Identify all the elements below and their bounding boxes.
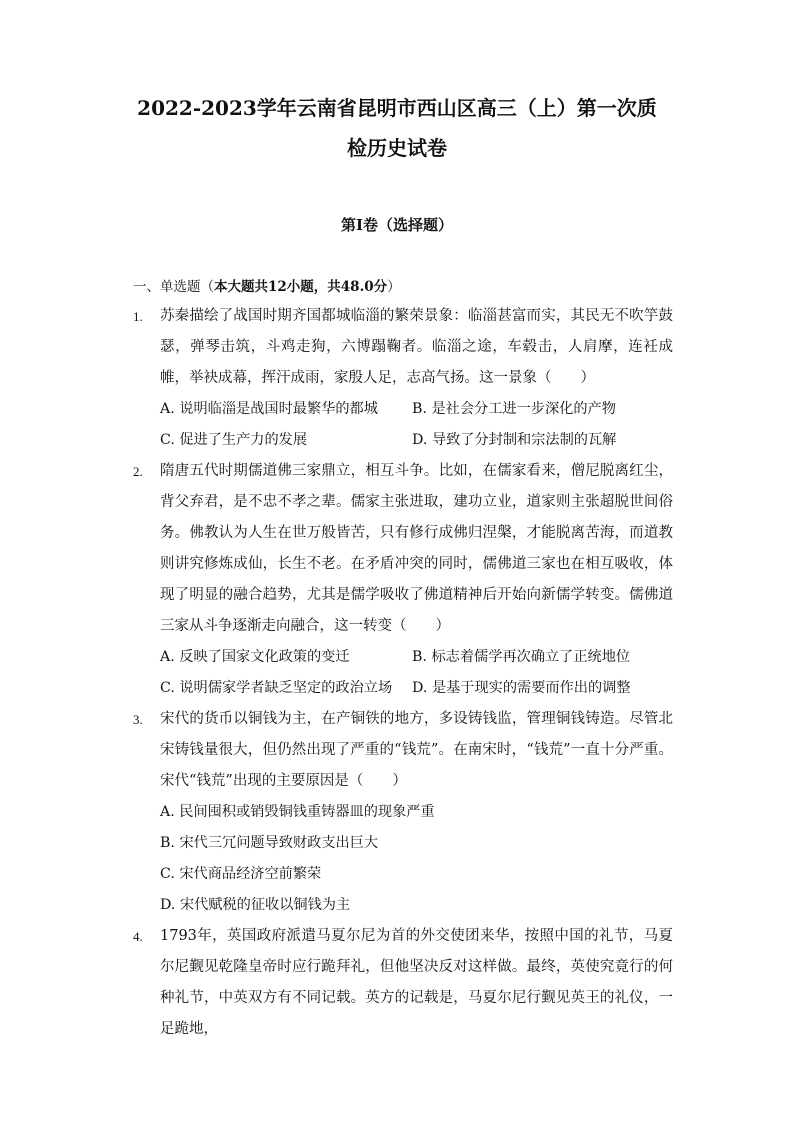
option-c: C. 促进了生产力的发展 [160,432,308,448]
part-close: ） [387,279,401,295]
question-3 [133,704,673,921]
question-text: 1793年，英国政府派遣马夏尔尼为首的外交使团来华，按照中国的礼节，马夏尔尼觐见乾隆皇帝时应行跪拜礼，但他坚决反对这样做。最终，英使究竟行的何种礼节，中英双方有不同记载。英方的记载是，马夏尔尼行觐见英王的礼仪，一足跪地， [160,928,673,1037]
question-options [160,394,673,456]
question-text: 隋唐五代时期儒道佛三家鼎立，相互斗争。比如，在儒家看来，僧尼脱离红尘，背父弃君，是不忠不孝之辈。儒家主张进取，建功立业，道家则主张超脱世间俗务。佛教认为人生在世万般皆苦，只有修行成佛归涅槃，才能脱离苦海，而道教则讲究修炼成仙，长生不老。在矛盾冲突的同时，儒佛道三家也在相互吸收，体现了明显的融合趋势，尤其是儒学吸收了佛道精神后开始向新儒学转变。儒佛道三家从斗争逐渐走向融合，这一转变（ ） [160,463,673,634]
question-2 [133,456,673,704]
part-detail: 本大题共12小题，共48.0分 [214,279,388,295]
question-number: 3. [133,712,143,727]
question-number: 1. [133,309,143,324]
section-title: 第I卷（选择题） [340,216,454,234]
option-b: B. 标志着儒学再次确立了正统地位 [412,649,631,665]
exam-title-line-2: 检历史试卷 [347,136,447,160]
question-options [160,797,673,921]
question-text: 宋代的货币以铜钱为主，在产铜铁的地方，多设铸钱监，管理铜钱铸造。尽管北宋铸钱量很大，但仍然出现了严重的“钱荒”。在南宋时，“钱荒”一直十分严重。宋代“钱荒”出现的主要原因是（ ） [160,711,673,789]
part-header [133,275,401,295]
option-b: B. 宋代三冗问题导致财政支出巨大 [160,835,379,851]
question-number: 4. [133,929,143,944]
option-b: B. 是社会分工进一步深化的产物 [412,401,616,417]
question-1 [133,301,673,456]
option-a: A. 反映了国家文化政策的变迁 [160,649,350,665]
option-c: C. 宋代商品经济空前繁荣 [160,866,322,882]
question-text: 苏秦描绘了战国时期齐国都城临淄的繁荣景象：临淄甚富而实，其民无不吹竽鼓瑟，弹琴击筑，斗鸡走狗，六博蹋鞠者。临淄之途，车毂击，人肩摩，连衽成帷，举袂成幕，挥汗成雨，家殷人足，志高气扬。这一景象（ ） [160,308,673,386]
option-d: D. 导致了分封制和宗法制的瓦解 [412,432,617,448]
option-c: C. 说明儒家学者缺乏坚定的政治立场 [160,680,393,696]
question-options [160,642,673,704]
option-a: A. 民间囤积或销毁铜钱重铸器皿的现象严重 [160,804,435,820]
exam-title-line-1: 2022-2023学年云南省昆明市西山区高三（上）第一次质 [137,96,657,120]
question-number: 2. [133,464,143,479]
option-d: D. 宋代赋税的征收以铜钱为主 [160,897,351,913]
part-label: 一、单选题（ [133,279,214,295]
option-a: A. 说明临淄是战国时最繁华的都城 [160,401,378,417]
question-4 [133,921,673,1045]
option-d: D. 是基于现实的需要而作出的调整 [412,680,631,696]
